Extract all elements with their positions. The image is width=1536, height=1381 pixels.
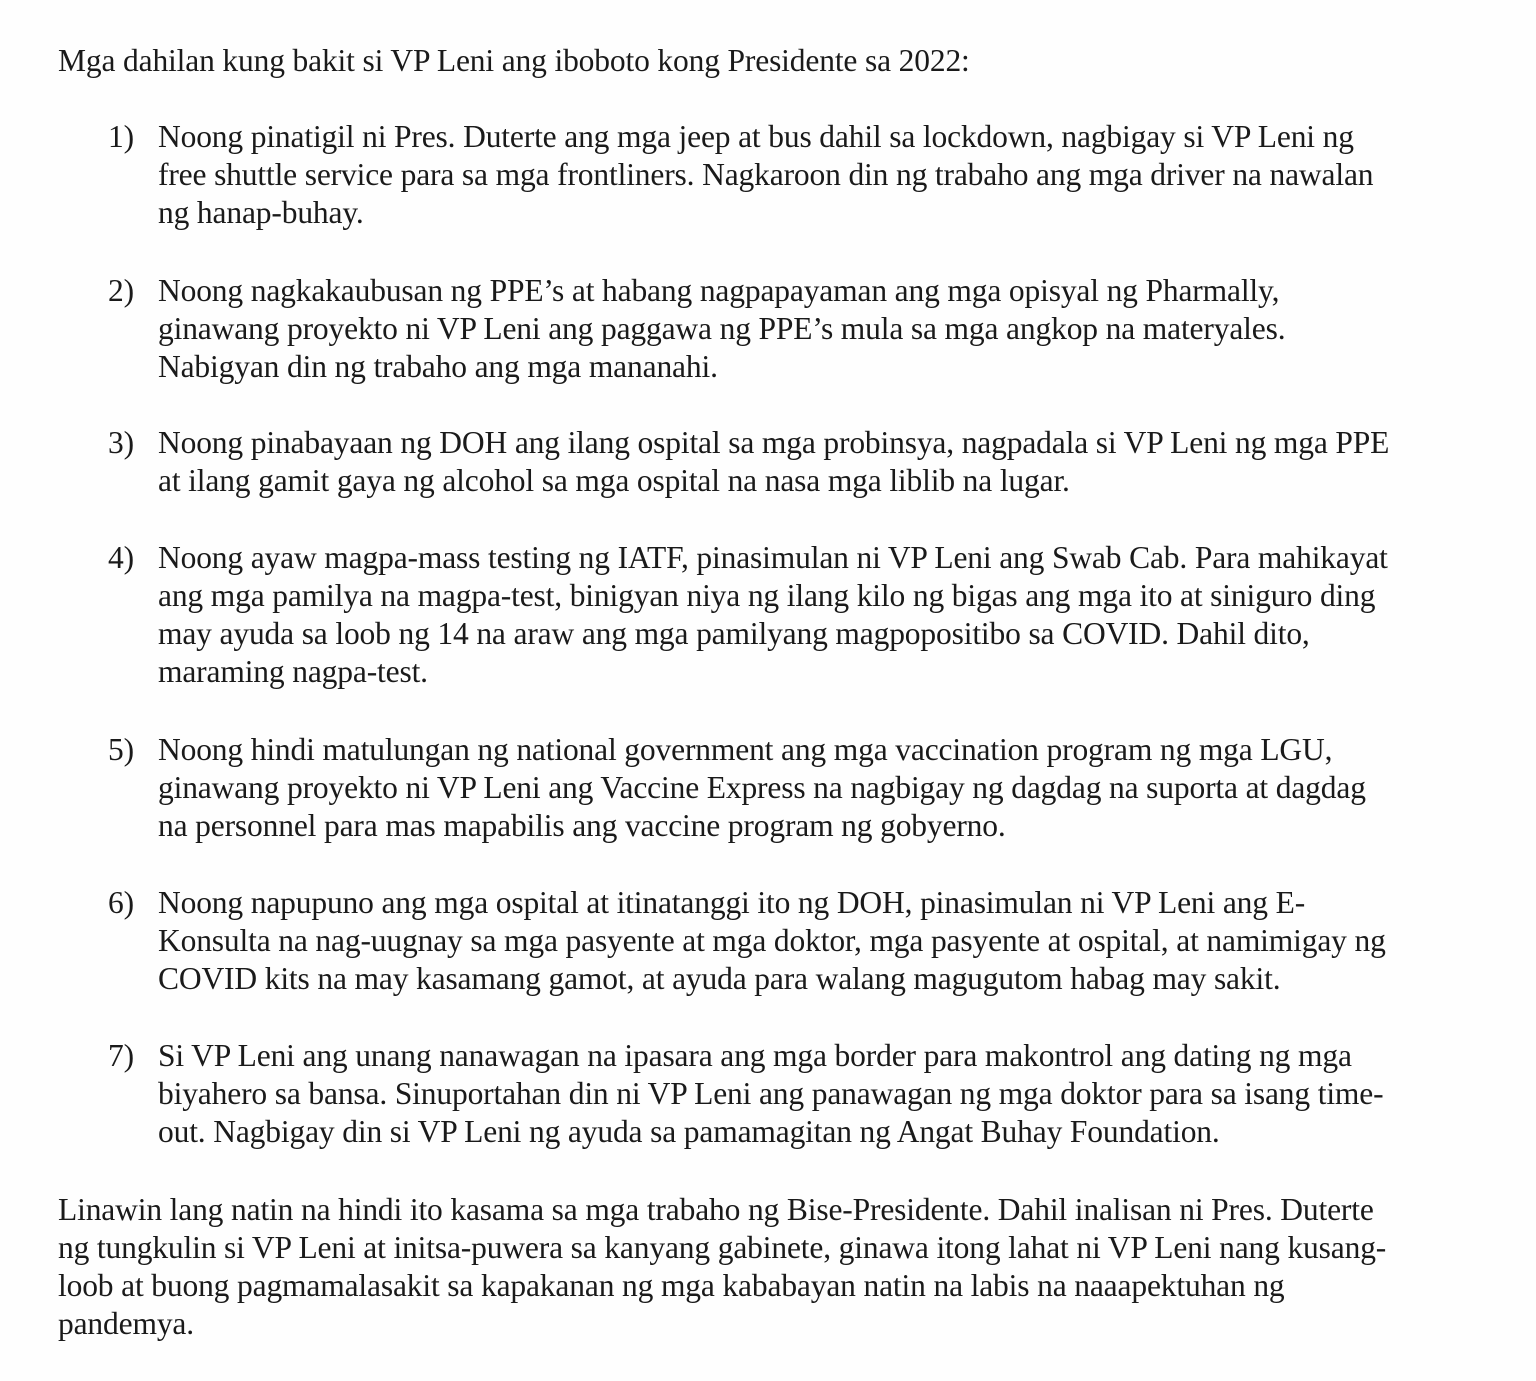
- reason-number: 6): [108, 885, 134, 920]
- reason-text: [158, 1037, 1503, 1151]
- reason-line: Nabigyan din ng trabaho ang mga mananahi.: [158, 349, 718, 384]
- reason-line: at ilang gamit gaya ng alcohol sa mga ospital na nasa mga liblib na lugar.: [158, 463, 1070, 498]
- reason-line: COVID kits na may kasamang gamot, at ayuda para walang magugutom habag may sakit.: [158, 961, 1281, 996]
- reason-line: Noong ayaw magpa-mass testing ng IATF, pinasimulan ni VP Leni ang Swab Cab. Para mahikayat: [158, 540, 1388, 575]
- reason-line: ang mga pamilya na magpa-test, binigyan niya ng ilang kilo ng bigas ang mga ito at siniguro ding: [158, 578, 1376, 613]
- reason-text: [158, 272, 1503, 386]
- closing-line: loob at buong pagmamalasakit sa kapakanan ng mga kababayan natin na labis na naaapektuhan ng: [58, 1268, 1285, 1303]
- reason-number: 7): [108, 1038, 134, 1073]
- reason-line: na personnel para mas mapabilis ang vaccine program ng gobyerno.: [158, 808, 1006, 843]
- reason-text: [158, 731, 1503, 845]
- closing-paragraph: [58, 1191, 1488, 1343]
- reason-line: ginawang proyekto ni VP Leni ang paggawa ng PPE’s mula sa mga angkop na materyales.: [158, 311, 1286, 346]
- reason-line: out. Nagbigay din si VP Leni ng ayuda sa pamamagitan ng Angat Buhay Foundation.: [158, 1114, 1220, 1149]
- reason-number: 3): [108, 425, 134, 460]
- reason-line: biyahero sa bansa. Sinuportahan din ni VP Leni ang panawagan ng mga doktor para sa isang time-: [158, 1076, 1384, 1111]
- reason-line: ginawang proyekto ni VP Leni ang Vaccine Express na nagbigay ng dagdag na suporta at dagdag: [158, 770, 1366, 805]
- closing-line: pandemya.: [58, 1306, 194, 1341]
- reason-text: [158, 539, 1503, 691]
- reason-number: 1): [108, 119, 134, 154]
- reason-text: [158, 424, 1503, 500]
- reason-line: ng hanap-buhay.: [158, 195, 364, 230]
- reason-number: 5): [108, 732, 134, 767]
- reason-line: Konsulta na nag-uugnay sa mga pasyente at mga doktor, mga pasyente at ospital, at namimigay ng: [158, 923, 1386, 958]
- reason-line: Noong pinatigil ni Pres. Duterte ang mga jeep at bus dahil sa lockdown, nagbigay si VP Leni ng: [158, 119, 1354, 154]
- closing-line: Linawin lang natin na hindi ito kasama sa mga trabaho ng Bise-Presidente. Dahil inalisan ni Pres. Duterte: [58, 1192, 1374, 1227]
- reason-line: Noong pinabayaan ng DOH ang ilang ospital sa mga probinsya, nagpadala si VP Leni ng mga PPE: [158, 425, 1390, 460]
- reason-line: Noong nagkakaubusan ng PPE’s at habang nagpapayaman ang mga opisyal ng Pharmally,: [158, 273, 1280, 308]
- reason-text: [158, 118, 1503, 232]
- closing-line: ng tungkulin si VP Leni at initsa-puwera sa kanyang gabinete, ginawa itong lahat ni VP Leni nang kusang-: [58, 1230, 1387, 1265]
- reason-line: maraming nagpa-test.: [158, 654, 428, 689]
- document-heading: Mga dahilan kung bakit si VP Leni ang iboboto kong Presidente sa 2022:: [58, 43, 970, 78]
- reason-line: Si VP Leni ang unang nanawagan na ipasara ang mga border para makontrol ang dating ng mga: [158, 1038, 1352, 1073]
- reason-number: 4): [108, 540, 134, 575]
- reason-line: Noong napupuno ang mga ospital at itinatanggi ito ng DOH, pinasimulan ni VP Leni ang E-: [158, 885, 1306, 920]
- reason-text: [158, 884, 1503, 998]
- reason-line: may ayuda sa loob ng 14 na araw ang mga pamilyang magpopositibo sa COVID. Dahil dito,: [158, 616, 1310, 651]
- reason-line: Noong hindi matulungan ng national government ang mga vaccination program ng mga LGU,: [158, 732, 1333, 767]
- reason-line: free shuttle service para sa mga frontliners. Nagkaroon din ng trabaho ang mga driver na nawalan: [158, 157, 1374, 192]
- reason-number: 2): [108, 273, 134, 308]
